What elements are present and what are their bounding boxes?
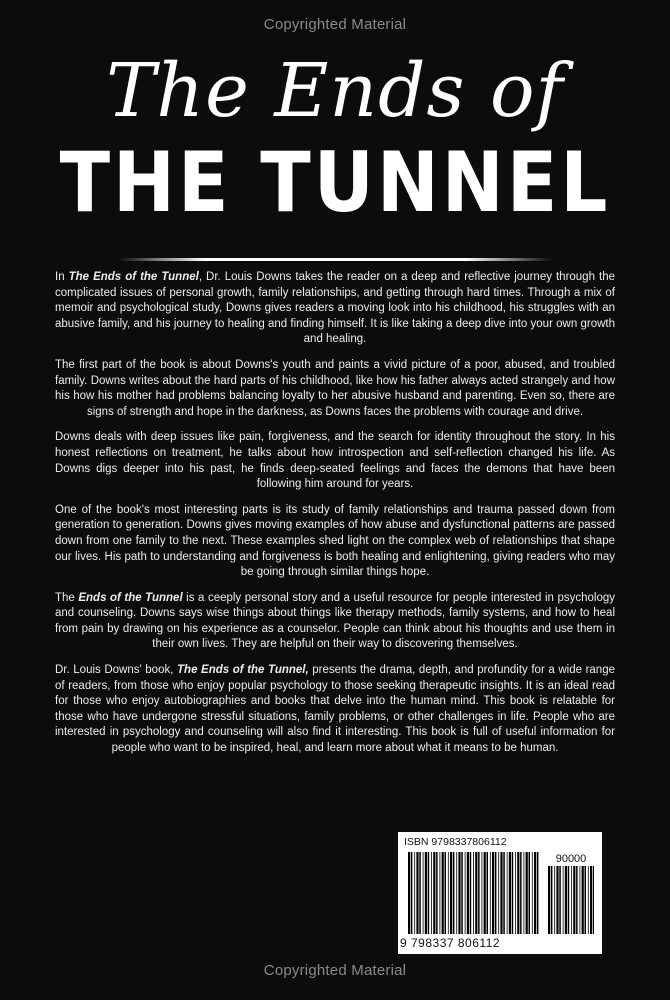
barcode-bar [580,866,581,934]
barcode-bar [433,852,435,934]
barcode-bar [515,852,516,934]
barcode-bar [458,852,460,934]
barcode-bar [593,866,594,934]
barcode-bar [534,852,536,934]
description-paragraph-1 [55,270,615,348]
paragraph-text: is a ceeply personal story and a useful resource for people interested in psychology and counseling. Downs says wise things about things like therapy methods, family systems, and how to heal from pain by drawing on his experience as a counselor. People can think about his thoughts and use them in their own lives. They are helpful on their way to discovering themselves. [55,591,615,651]
barcode-bar [492,852,494,934]
paragraph-text: The [55,591,79,604]
barcode-bar [450,852,452,934]
barcode-bar [517,852,519,934]
isbn-barcode [398,832,602,954]
barcode-bar [537,852,539,934]
barcode-addon-number: 90000 [555,853,587,865]
description-paragraph-5 [55,591,615,653]
description-paragraph-6 [55,663,615,757]
barcode-bar [554,866,555,934]
title-main-line: THE TUNNEL [59,134,611,232]
copyright-watermark-bottom: Copyrighted Material [263,962,407,979]
barcode-bar [425,852,427,934]
barcode-bar [467,852,469,934]
barcode-digits: 9 798337 806112 [400,936,501,950]
title-script-line: The Ends of [106,48,564,134]
barcode-bar [576,866,578,934]
barcode-bar [473,852,474,934]
barcode-bar [490,852,491,934]
barcode-bar [408,852,410,934]
barcode-bar [419,852,421,934]
paragraph-text: presents the drama, depth, and profundity for a wide range of readers, from those who enjoy popular psychology to those seeking therapeutic insights. It is an ideal read for those who enjoy autobiographies and books that delve into the human mind. This book is relatable for those who have undergone stressful situations, family problems, or other challenges in life. People who are interested in psychology and counseling will also find it interesting. This book is full of useful information for people who want to be inspired, heal, and learn more about what it means to be human. [55,664,615,755]
paragraph-text: In [55,271,69,283]
book-title-emphasis: The Ends of the Tunnel, [177,664,309,677]
description-paragraph-2: The first part of the book is about Downs's youth and paints a vivid picture of a poor, abused, and troubled family. Downs writes about the hard parts of his childhood, like how his father always acted strangely and how his how his mother had problems balancing loyalty to her abusive husband and parenting. Even so, there are signs of strength and hope in the darkness, as Downs faces the problems with courage and drive. [55,358,615,418]
barcode-bar [573,866,575,934]
barcode-addon-bars [548,866,594,934]
barcode-bar [568,866,570,934]
barcode-bar [440,852,441,934]
barcode-main-bars [408,852,540,934]
barcode-bar [448,852,449,934]
paragraph-text: , Dr. Louis Downs takes the reader on a deep and reflective journey through the complicated issues of personal growth, family relationships, and getting through hard times. Through a mix of memoir and psychological study, Downs gives readers a moving look into his childhood, his struggles with an abusive family, and his journey to healing and finding himself. It is like taking a deep dive into your own growth and healing. [55,271,615,346]
barcode-bar [442,852,444,934]
barcode-bar [428,852,430,934]
book-title [0,48,670,258]
barcode-bar [414,852,415,934]
barcode-bar [436,852,438,934]
barcode-bar [588,866,589,934]
barcode-bar [529,852,531,934]
barcode-bar [470,852,472,934]
barcode-bar [411,852,413,934]
barcode-bar [526,852,528,934]
barcode-bar [509,852,511,934]
copyright-watermark-top: Copyrighted Material [263,16,407,33]
book-description [55,270,615,767]
barcode-bar [524,852,525,934]
barcode-bar [582,866,584,934]
book-title-emphasis: Ends of the Tunnel [78,591,183,604]
barcode-bar [498,852,499,934]
barcode-bar [563,866,564,934]
barcode-bar [590,866,592,934]
barcode-bar [556,866,558,934]
barcode-bar [512,852,514,934]
barcode-bar [495,852,497,934]
barcode-bar [416,852,418,934]
isbn-label: ISBN 9798337806112 [404,836,507,848]
barcode-bar [503,852,505,934]
barcode-bar [571,866,572,934]
barcode-bar [461,852,463,934]
barcode-bar [520,852,522,934]
barcode-bar [500,852,502,934]
paragraph-text: Dr. Louis Downs' book, [55,664,178,677]
barcode-bar [475,852,477,934]
barcode-bar [487,852,489,934]
book-title-emphasis: The Ends of the Tunnel [68,271,199,283]
barcode-bar [565,866,567,934]
barcode-bar [484,852,486,934]
barcode-bar [478,852,480,934]
barcode-bar [456,852,457,934]
barcode-bar [507,852,508,934]
barcode-bar [551,866,553,934]
description-paragraph-4: One of the book's most interesting parts is its study of family relationships and trauma passed down from generation to generation. Downs gives moving examples of how abuse and dysfunctional patterns are passed down from one family to the next. These examples shed light on the complex web of relationships that shape our lives. His path to understanding and forgiveness is both healing and enlightening, giving readers who may be going through similar things hope. [55,503,615,579]
barcode-bar [585,866,587,934]
barcode-bar [423,852,424,934]
barcode-bar [431,852,432,934]
barcode-bar [453,852,455,934]
barcode-bar [482,852,483,934]
barcode-bar [548,866,550,934]
barcode-bar [445,852,447,934]
description-paragraph-3: Downs deals with deep issues like pain, forgiveness, and the search for identity throughout the story. In his honest reflections on treatment, he talks about how introspection and self-reflection changed his life. As Downs digs deeper into his past, he finds deep-seated feelings and faces the demons that have been following him around for years. [55,431,615,491]
barcode-bar [532,852,533,934]
barcode-bar [465,852,466,934]
barcode-bar [559,866,561,934]
title-divider [118,258,552,261]
